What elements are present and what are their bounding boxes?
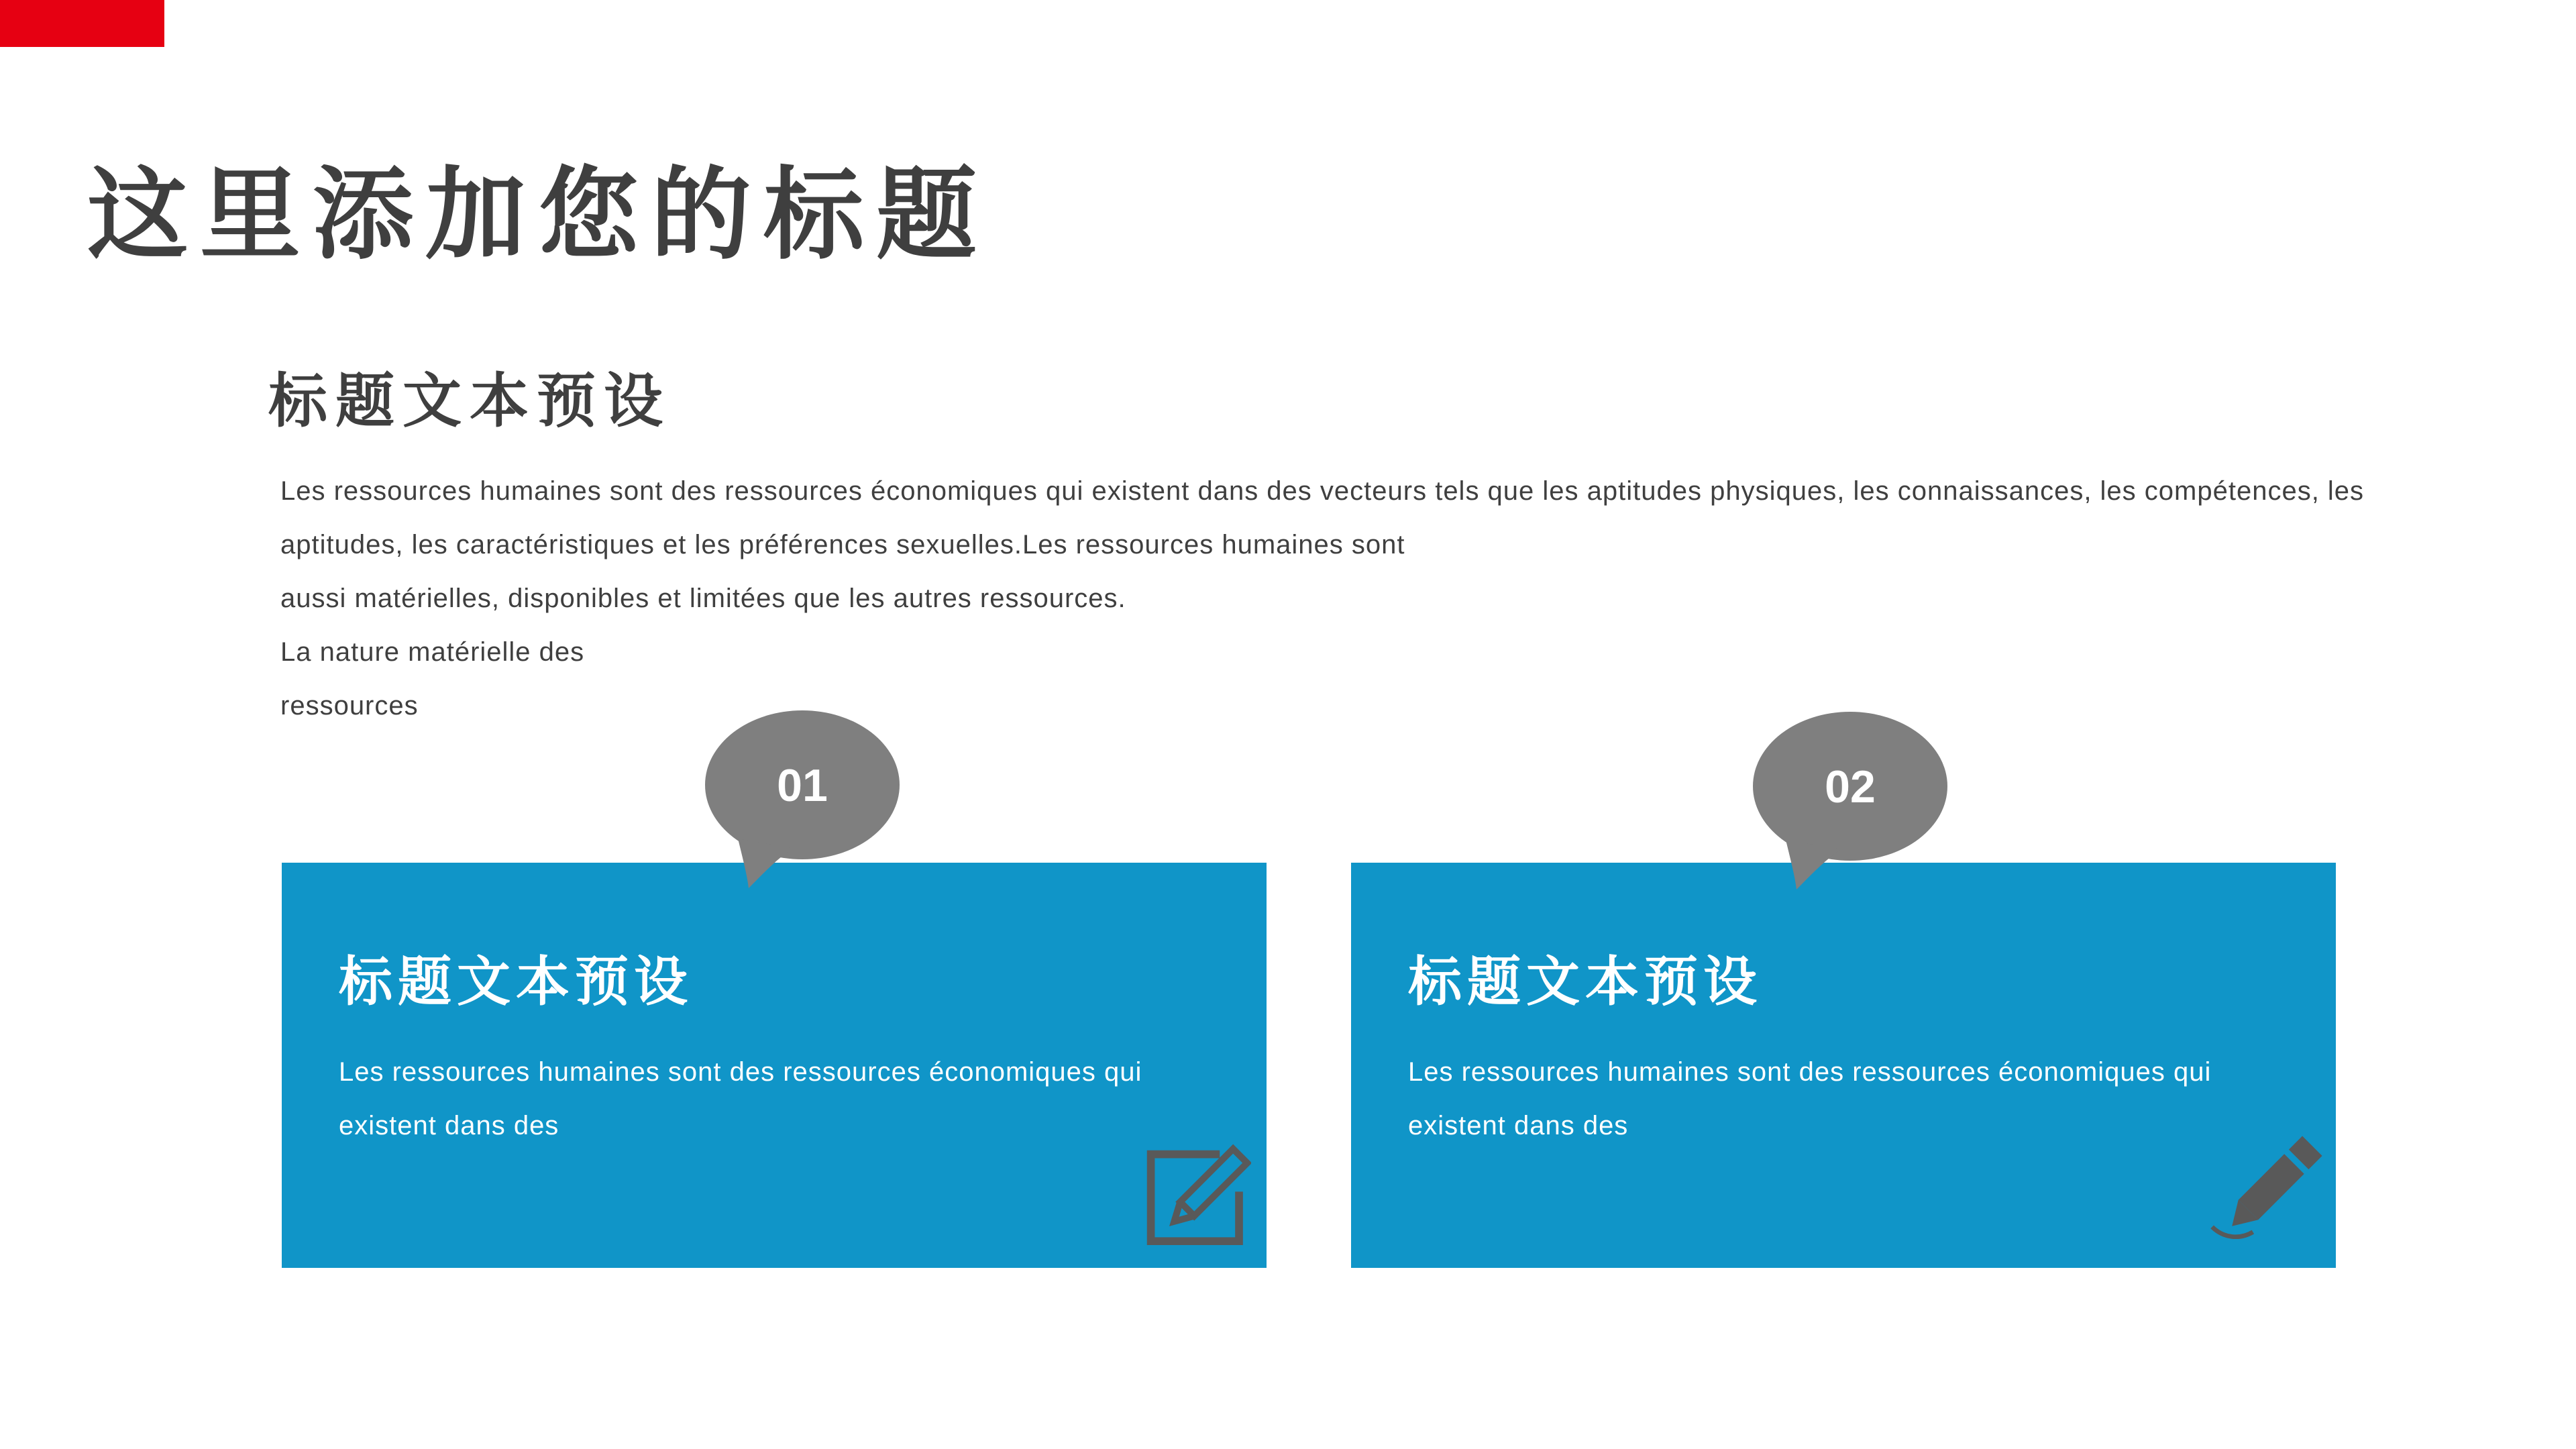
card-body-line: Les ressources humaines sont des ressources économiques qui bbox=[339, 1057, 1142, 1087]
badge-number: 02 bbox=[1825, 761, 1876, 812]
content-card-1 bbox=[282, 863, 1267, 1268]
intro-paragraph bbox=[280, 464, 2427, 733]
intro-line: La nature matérielle des bbox=[280, 637, 585, 667]
section-heading: 标题文本预设 bbox=[268, 368, 672, 434]
card-body bbox=[1408, 1045, 2294, 1152]
number-badge-02 bbox=[1752, 711, 1948, 892]
slide-title: 这里添加您的标题 bbox=[87, 158, 989, 271]
corner-accent-bar bbox=[0, 0, 164, 47]
intro-line: ressources bbox=[280, 691, 419, 720]
intro-line: aptitudes, les caractéristiques et les préférences sexuelles.Les ressources humaines sont bbox=[280, 530, 1405, 559]
intro-line: Les ressources humaines sont des ressources économiques qui existent dans des vecteurs tels que les aptitudes physiques, les connaissances, les compétences, les bbox=[280, 476, 2365, 506]
intro-line: aussi matérielles, disponibles et limitées que les autres ressources. bbox=[280, 584, 1126, 613]
card-body bbox=[339, 1045, 1224, 1152]
pencil-icon bbox=[2207, 1124, 2334, 1251]
card-title: 标题文本预设 bbox=[339, 952, 693, 1012]
edit-square-icon bbox=[1130, 1134, 1251, 1254]
content-card-2 bbox=[1351, 863, 2336, 1268]
card-body-line: Les ressources humaines sont des ressources économiques qui bbox=[1408, 1057, 2212, 1087]
card-body-line: existent dans des bbox=[339, 1111, 559, 1140]
card-body-line: existent dans des bbox=[1408, 1111, 1629, 1140]
card-title: 标题文本预设 bbox=[1408, 952, 1762, 1012]
badge-number: 01 bbox=[777, 760, 828, 811]
number-badge-01 bbox=[704, 710, 900, 891]
